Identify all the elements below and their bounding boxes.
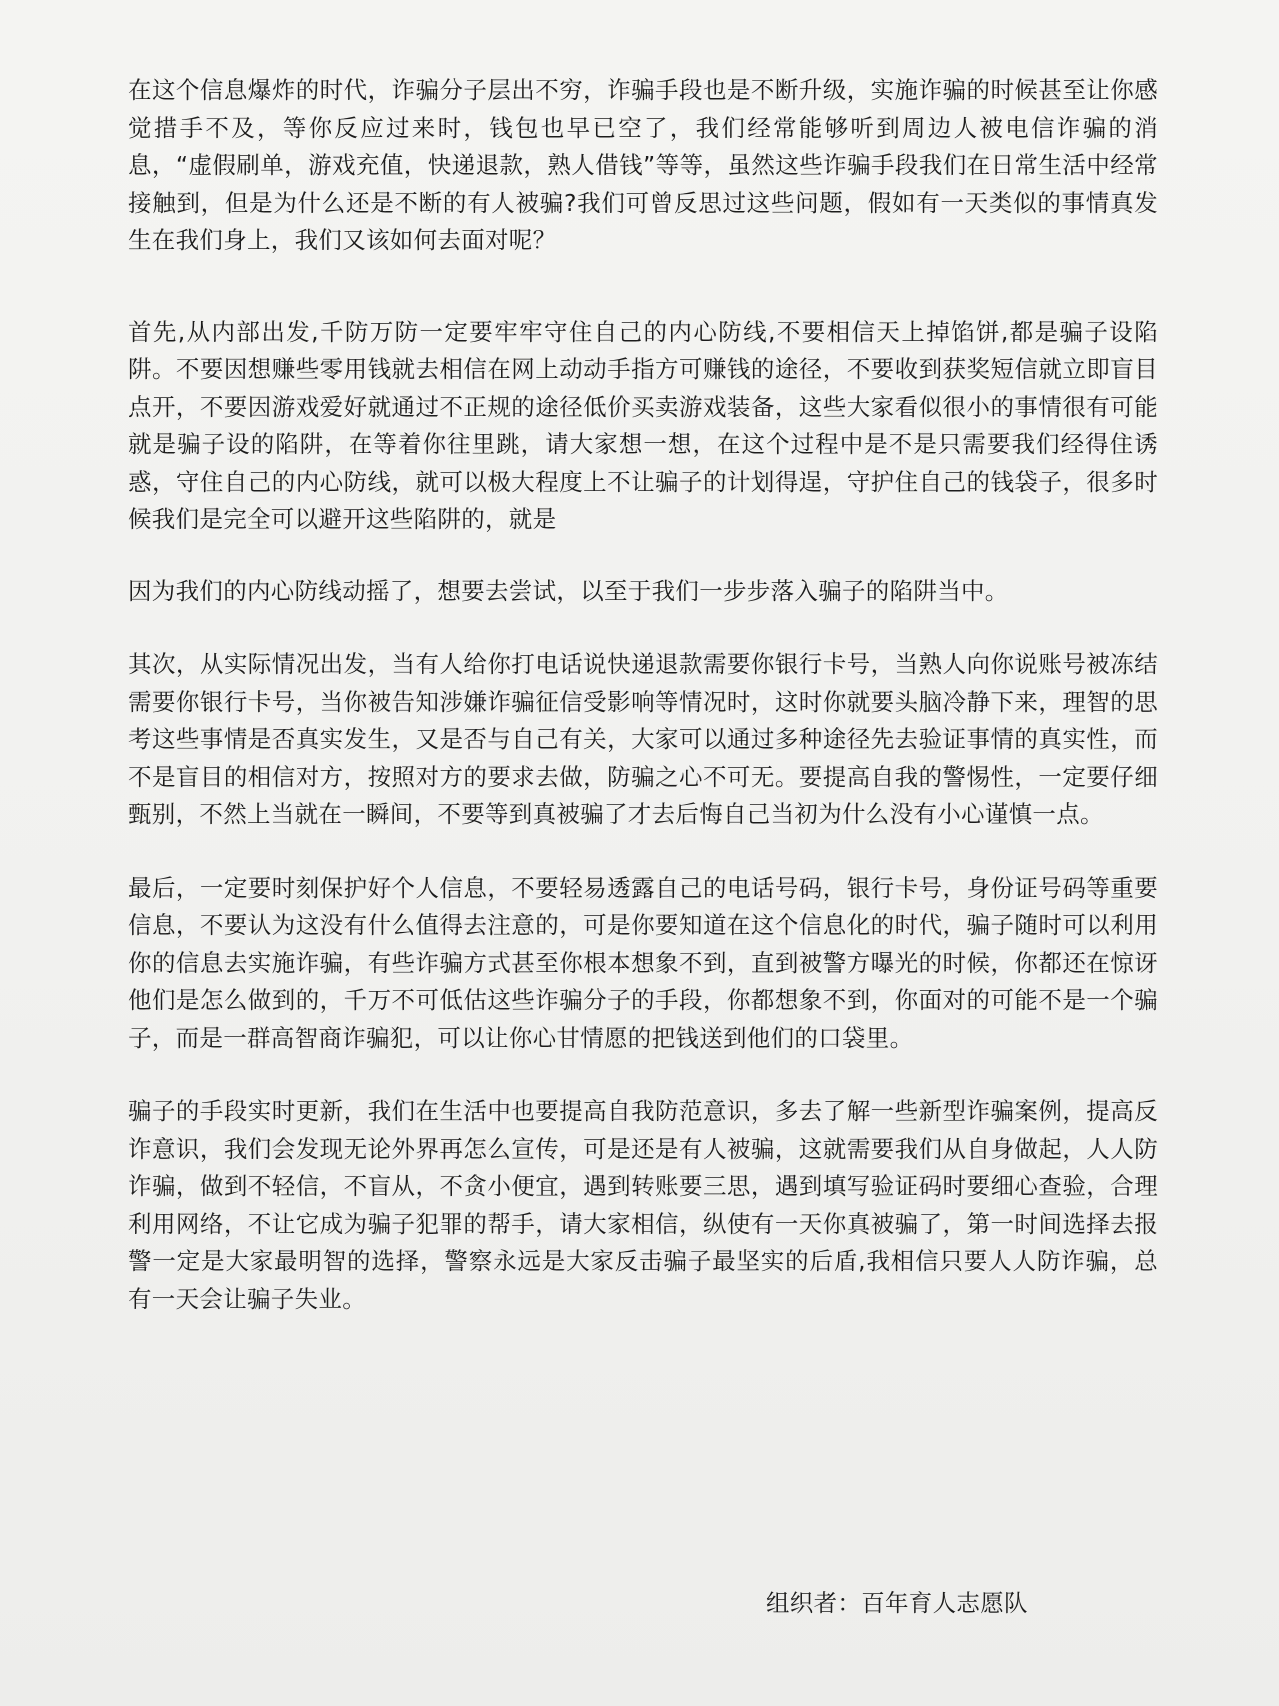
paragraph-conclusion: 骗子的手段实时更新，我们在生活中也要提高自我防范意识，多去了解一些新型诈骗案例，提高反诈意识，我们会发现无论外界再怎么宣传，可是还是有人被骗，这就需要我们从自身做起，人人防诈骗，做到不轻信，不盲从，不贪小便宜，遇到转账要三思，遇到填写验证码时要细心查验，合理利用网络，不让它成为骗子犯罪的帮手，请大家相信，纵使有一天你真被骗了，第一时间选择去报警一定是大家最明智的选择，警察永远是大家反击骗子最坚实的后盾,我相信只要人人防诈骗，总有一天会让骗子失业。 bbox=[128, 1097, 1158, 1313]
organizer-signature: 组织者：百年育人志愿队 bbox=[766, 1589, 1028, 1617]
paragraph-third-point: 最后，一定要时刻保护好个人信息，不要轻易透露自己的电话号码，银行卡号，身份证号码等重要信息，不要认为这没有什么值得去注意的，可是你要知道在这个信息化的时代，骗子随时可以利用你的信息去实施诈骗，有些诈骗方式甚至你根本想象不到，直到被警方曝光的时候，你都还在惊讶他们是怎么做到的，千万不可低估这些诈骗分子的手段，你都想象不到，你面对的可能不是一个骗子，而是一群高智商诈骗犯，可以让你心甘情愿的把钱送到他们的口袋里。 bbox=[128, 873, 1158, 1052]
document-body bbox=[128, 72, 1158, 1318]
paragraph-intro: 在这个信息爆炸的时代，诈骗分子层出不穷，诈骗手段也是不断升级，实施诈骗的时候甚至让你感觉措手不及，等你反应过来时，钱包也早已空了，我们经常能够听到周边人被电信诈骗的消息，“虚假刷单，游戏充值，快递退款，熟人借钱”等等，虽然这些诈骗手段我们在日常生活中经常接触到，但是为什么还是不断的有人被骗?我们可曾反思过这些问题，假如有一天类似的事情真发生在我们身上，我们又该如何去面对呢？ bbox=[128, 76, 1158, 254]
paragraph-second-point: 其次，从实际情况出发，当有人给你打电话说快递退款需要你银行卡号，当熟人向你说账号被冻结需要你银行卡号，当你被告知涉嫌诈骗征信受影响等情况时，这时你就要头脑冷静下来，理智的思考这些事情是否真实发生，又是否与自己有关，大家可以通过多种途径先去验证事情的真实性，而不是盲目的相信对方，按照对方的要求去做，防骗之心不可无。要提高自我的警惕性，一定要仔细甄别，不然上当就在一瞬间，不要等到真被骗了才去后悔自己当初为什么没有小心谨慎一点。 bbox=[128, 650, 1158, 828]
paragraph-first-point-continued: 因为我们的内心防线动摇了，想要去尝试，以至于我们一步步落入骗子的陷阱当中。 bbox=[128, 576, 1009, 605]
paragraph-first-point: 首先,从内部出发,千防万防一定要牢牢守住自己的内心防线,不要相信天上掉馅饼,都是骗子设陷阱。不要因想赚些零用钱就去相信在网上动动手指方可赚钱的途径，不要收到获奖短信就立即盲目点开，不要因游戏爱好就通过不正规的途径低价买卖游戏装备，这些大家看似很小的事情很有可能就是骗子设的陷阱，在等着你往里跳，请大家想一想，在这个过程中是不是只需要我们经得住诱惑，守住自己的内心防线，就可以极大程度上不让骗子的计划得逞，守护住自己的钱袋子，很多时候我们是完全可以避开这些陷阱的，就是 bbox=[128, 317, 1158, 533]
